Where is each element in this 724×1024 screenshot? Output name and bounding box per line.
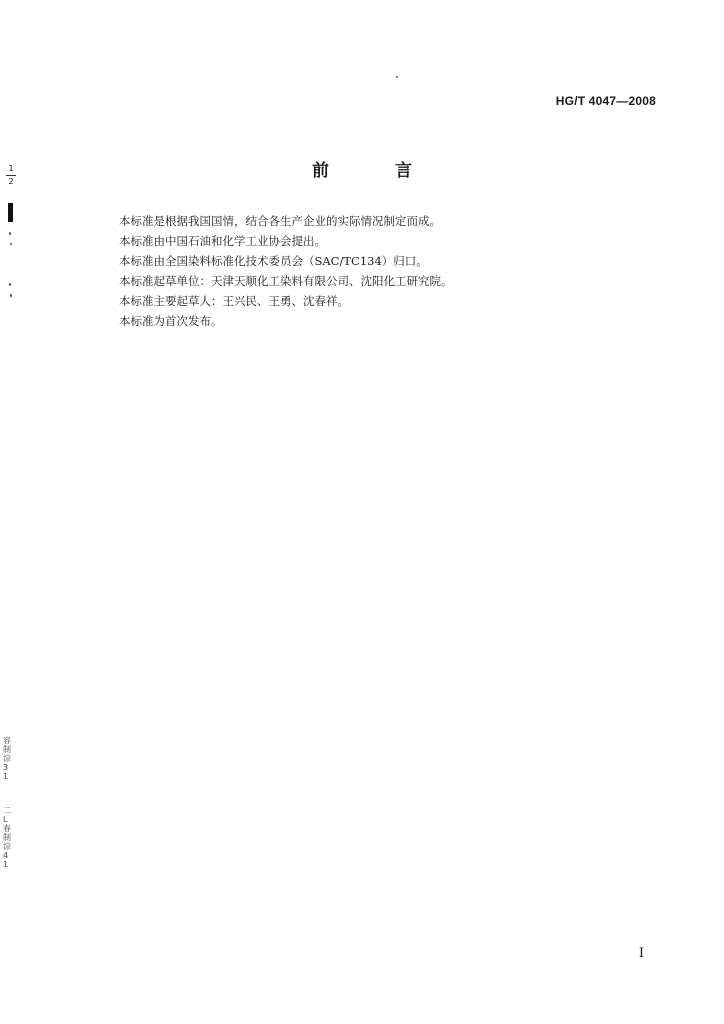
margin-fraction-mark xyxy=(6,164,16,187)
fraction-numerator: 1 xyxy=(8,164,14,173)
scan-speck xyxy=(9,232,11,235)
scan-speck xyxy=(396,76,398,78)
preface-line: 本标准主要起草人：王兴民、王勇、沈春祥。 xyxy=(119,294,349,308)
standard-code: HG/T 4047—2008 xyxy=(555,94,656,108)
margin-side-text: 二 L 春制淙 4 1 xyxy=(3,806,11,869)
page-title: 前 言 xyxy=(312,161,442,181)
preface-line: 本标准为首次发布。 xyxy=(119,314,223,328)
fraction-denominator: 2 xyxy=(8,177,14,186)
preface-line: 本标准是根据我国国情，结合各生产企业的实际情况制定而成。 xyxy=(119,214,441,228)
scan-speck xyxy=(10,243,12,245)
preface-line: 本标准由全国染料标准化技术委员会（SAC/TC134）归口。 xyxy=(119,254,428,268)
page-number: I xyxy=(638,946,644,961)
preface-line: 本标准起草单位：天津天顺化工染料有限公司、沈阳化工研究院。 xyxy=(119,274,453,288)
preface-line: 本标准由中国石油和化学工业协会提出。 xyxy=(119,234,326,248)
preface-body xyxy=(119,211,639,331)
fraction-bar xyxy=(6,175,16,176)
scan-speck xyxy=(10,294,12,297)
scan-speck xyxy=(9,283,11,286)
binding-mark xyxy=(8,203,13,222)
margin-side-text: 容制淙 3 1 xyxy=(3,736,11,781)
